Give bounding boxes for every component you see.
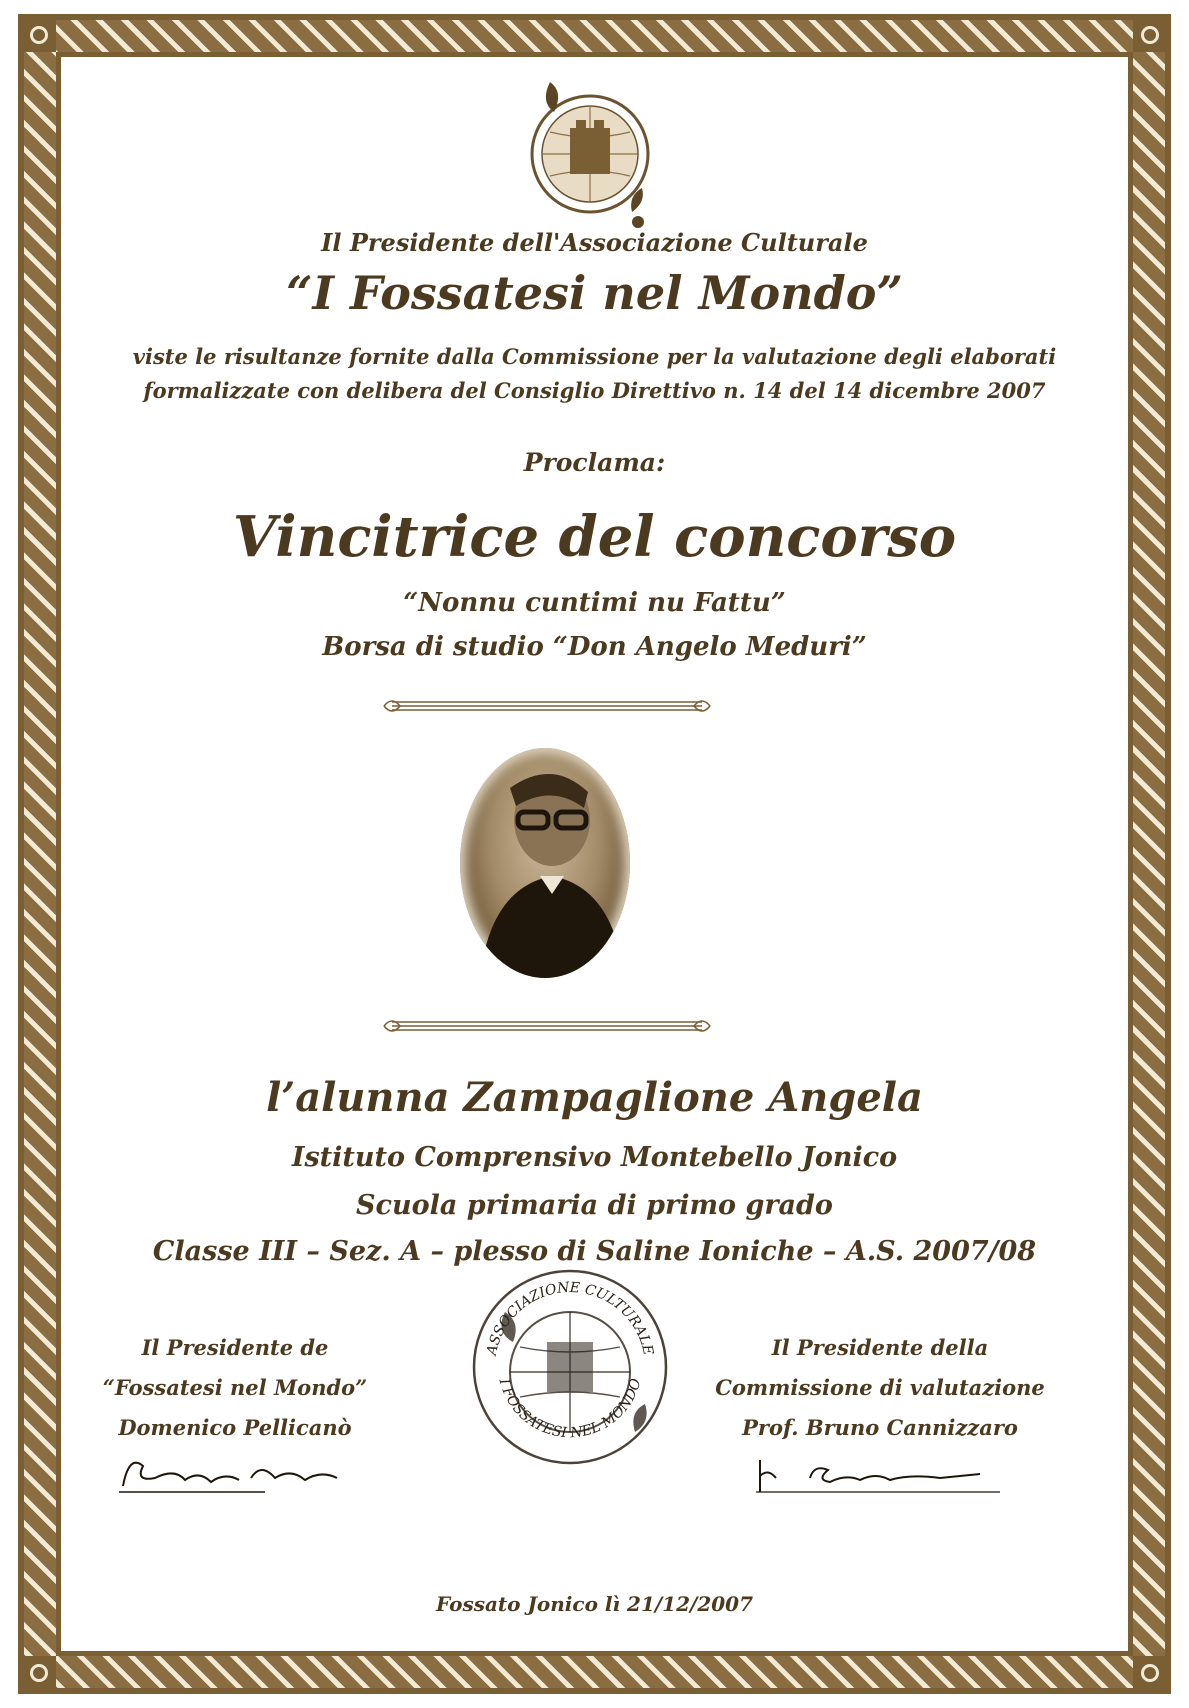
left-signer-name: Domenico Pellicanò — [118, 1415, 352, 1440]
association-name: “I Fossatesi nel Mondo” — [286, 266, 903, 320]
stamp-text-bottom: I FOSSATESI NEL MONDO — [495, 1376, 645, 1442]
left-signer-association: “Fossatesi nel Mondo” — [102, 1375, 368, 1400]
certificate-content — [60, 56, 1129, 1652]
right-signer-commission: Commissione di valutazione — [715, 1375, 1045, 1400]
association-logo-icon — [520, 62, 660, 232]
institute-name: Istituto Comprensivo Montebello Jonico — [291, 1142, 898, 1173]
left-signature-block — [90, 1328, 380, 1498]
right-signature-icon — [750, 1448, 1010, 1498]
corner-ornament-top-left — [22, 18, 56, 52]
right-signer-role: Il Presidente della — [771, 1335, 989, 1360]
president-heading: Il Presidente dell'Associazione Culturale — [321, 228, 868, 257]
winner-name: l’alunna Zampaglione Angela — [266, 1074, 923, 1121]
resolution-line-1: viste le risultanze fornite dalla Commissione per la valutazione degli elaborati — [132, 344, 1057, 369]
stamp-text-top: ASSOCIAZIONE CULTURALE — [483, 1279, 657, 1357]
class-details: Classe III – Sez. A – plesso di Saline Ioniche – A.S. 2007/08 — [152, 1236, 1037, 1267]
right-signer-name: Prof. Bruno Cannizzaro — [742, 1415, 1018, 1440]
left-signer-role: Il Presidente de — [141, 1335, 329, 1360]
corner-ornament-bottom-left — [22, 1656, 56, 1690]
portrait-photo — [460, 748, 630, 978]
ornamental-divider-top — [382, 694, 712, 718]
award-title: Vincitrice del concorso — [232, 504, 957, 570]
place-and-date: Fossato Jonico lì 21/12/2007 — [436, 1592, 753, 1616]
scholarship-name: Borsa di studio “Don Angelo Meduri” — [322, 632, 867, 662]
left-signature-icon — [115, 1448, 355, 1498]
ornamental-divider-bottom — [382, 1014, 712, 1038]
right-signature-block — [700, 1328, 1060, 1498]
corner-ornament-bottom-right — [1133, 1656, 1167, 1690]
corner-ornament-top-right — [1133, 18, 1167, 52]
contest-name: “Nonnu cuntimi nu Fattu” — [403, 588, 786, 618]
resolution-line-2: formalizzate con delibera del Consiglio Direttivo n. 14 del 14 dicembre 2007 — [143, 378, 1046, 403]
proclamation-label: Proclama: — [523, 448, 666, 477]
association-stamp-icon — [465, 1262, 675, 1472]
school-level: Scuola primaria di primo grado — [356, 1190, 833, 1221]
